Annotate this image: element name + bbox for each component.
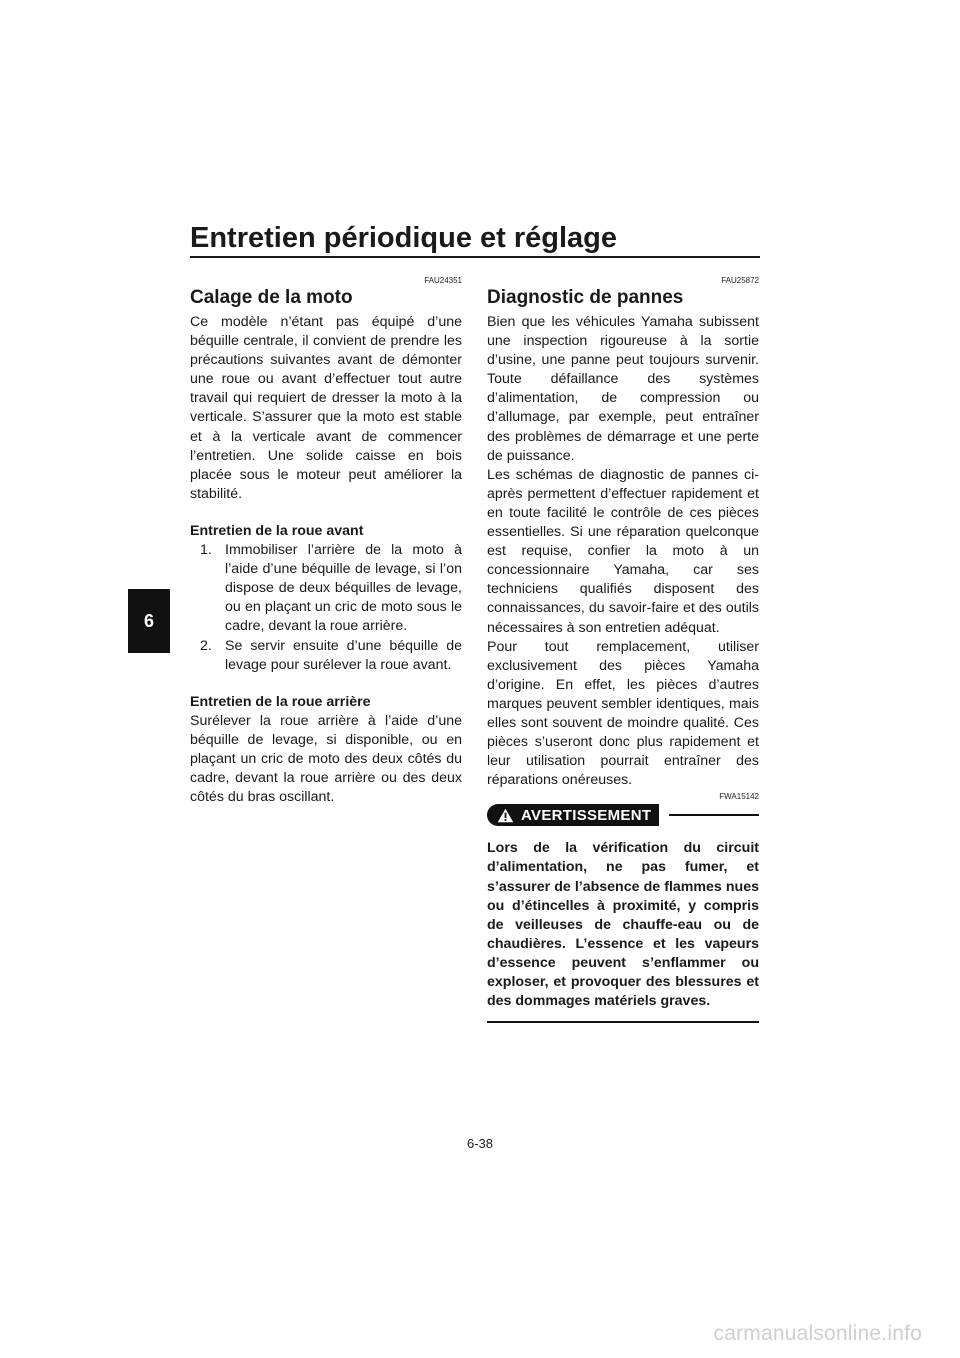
left-column [190, 276, 462, 807]
warning-text: Lors de la vérification du circuit d’alimentation, ne pas fumer, et s’assurer de l’absence de flammes nues ou d’étincelles à proximité, y compris de veilleuses de chauffe-eau ou de chaudières. L’essence et les vapeurs d’essence peuvent s’enflammer ou exploser, et provoquer des blessures et des dommages matériels graves. [487, 840, 759, 1010]
warning-label: AVERTISSEMENT [521, 806, 652, 824]
list-text: Se servir ensuite d’une béquille de levage pour surélever la roue avant. [225, 637, 462, 673]
header-rule [190, 256, 760, 258]
front-wheel-heading: Entretien de la roue avant [190, 522, 364, 539]
paragraph: Les schémas de diagnostic de pannes ci-après permettent d’effectuer rapidement et en toute facilité le contrôle de ces pièces essentielles. Si une réparation quelconque est requise, confier la moto à un concessionnaire Yamaha, car ses techniciens qualifiés disposent des connaissances, du savoir-faire et des outils nécessaires à son entretien adéquat. [487, 466, 759, 636]
section-code: FAU24351 [424, 276, 462, 285]
intro-paragraph: Ce modèle n’étant pas équipé d’une béquille centrale, il convient de prendre les précautions suivantes avant de démonter une roue ou avant d’effectuer tout autre travail qui requiert de dresser la moto à la verticale. S’assurer que la moto est stable et à la verticale avant de commencer l’entretien. Une solide caisse en bois placée sous le moteur peut améliorer la stabilité. [190, 314, 462, 502]
warning-bottom-rule [487, 1021, 759, 1023]
chapter-tab: 6 [128, 589, 170, 653]
paragraph: Pour tout remplacement, utiliser exclusivement des pièces Yamaha d’origine. En effet, les pièces d’autres marques peuvent sembler identiques, mais elles sont souvent de moindre qualité. Ces pièces s’useront donc plus rapidement et leur utilisation pourrait entraîner des réparations onéreuses. [487, 638, 759, 789]
warning-badge [487, 804, 659, 826]
watermark: carmanualsonline.info [713, 1322, 922, 1345]
list-item [190, 541, 462, 636]
right-column [487, 276, 759, 1023]
warning-triangle-icon [497, 808, 514, 823]
page-number: 6-38 [466, 1136, 494, 1151]
paragraph: Bien que les véhicules Yamaha subissent une inspection rigoureuse à la sortie d’usine, une panne peut toujours survenir. Toute défaillance des systèmes d’alimentation, de compression ou d’allumage, par exemple, peut entraîner des problèmes de démarrage et une perte de puissance. [487, 314, 759, 464]
warning-header [487, 804, 759, 826]
warning-box [487, 792, 759, 1023]
rear-wheel-paragraph: Surélever la roue arrière à l’aide d’une béquille de levage, si disponible, ou en plaçant un cric de moto des deux côtés du cadre, devant la roue arrière ou des deux côtés du bras oscillant. [190, 712, 462, 806]
section-code: FAU25872 [721, 276, 759, 285]
list-number: 1. [200, 542, 212, 559]
list-item [190, 637, 462, 675]
warning-code: FWA15142 [719, 792, 759, 802]
section-heading: Calage de la moto [190, 287, 353, 308]
list-number: 2. [200, 637, 212, 654]
warning-rule [669, 814, 759, 816]
list-text: Immobiliser l’arrière de la moto à l’aide d’une béquille de levage, si l’on dispose de deux béquilles de levage, ou en plaçant un cric de moto sous le cadre, devant la roue arrière. [225, 542, 462, 635]
section-heading: Diagnostic de pannes [487, 287, 684, 308]
page-title: Entretien périodique et réglage [190, 222, 618, 254]
rear-wheel-heading: Entretien de la roue arrière [190, 693, 371, 710]
